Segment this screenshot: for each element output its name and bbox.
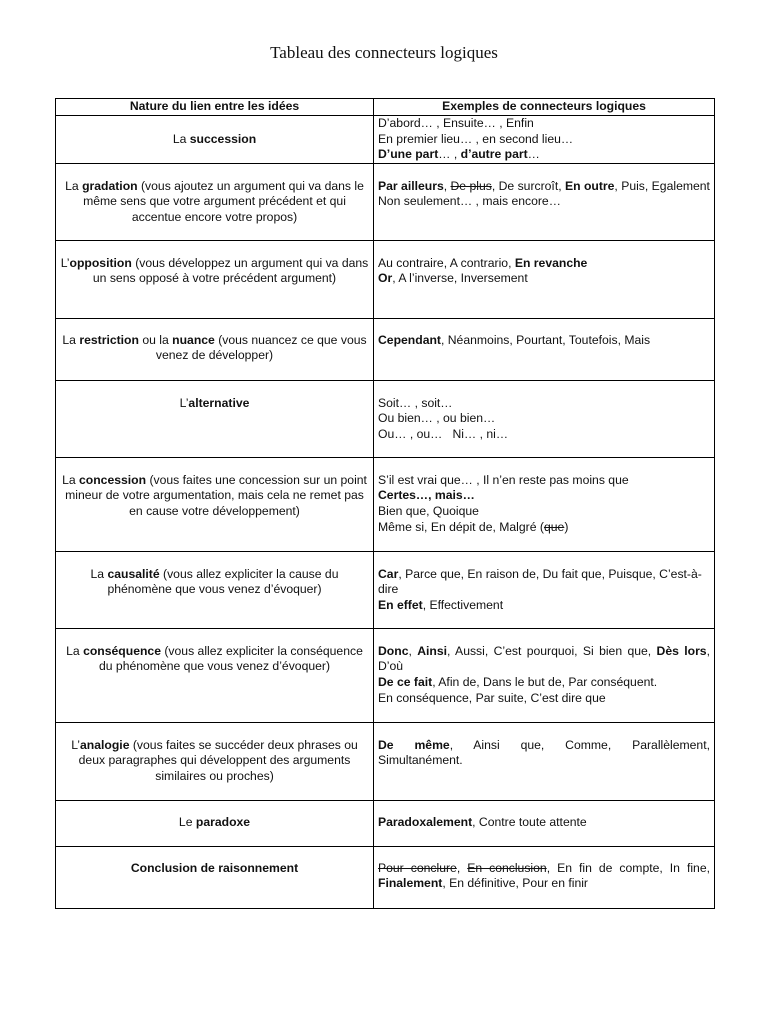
examples-cell bbox=[374, 380, 715, 457]
table-row-succession bbox=[56, 116, 715, 164]
connectors-table bbox=[55, 98, 715, 909]
nature-keyword: nuance bbox=[172, 332, 215, 347]
nature-keyword: alternative bbox=[188, 395, 250, 410]
connector-text: Au contraire, A contrario, bbox=[378, 255, 515, 270]
nature-text: La bbox=[62, 332, 80, 347]
nature-keyword: opposition bbox=[69, 255, 132, 270]
examples-line: Ou… , ou… Ni… , ni… bbox=[378, 426, 509, 441]
nature-text: (vous ajoutez un argument qui va dans le même sens que votre argument précédent et qui accentue encore votre propos) bbox=[83, 178, 364, 224]
table-row-causalite bbox=[56, 551, 715, 628]
examples-cell bbox=[374, 240, 715, 318]
nature-keyword: paradoxe bbox=[195, 814, 251, 829]
nature-cell bbox=[56, 163, 374, 240]
nature-keyword: conséquence bbox=[83, 643, 161, 658]
examples-cell bbox=[374, 116, 715, 164]
examples-line: S’il est vrai que… , Il n’en reste pas moins que bbox=[378, 472, 629, 487]
table-row-alternative bbox=[56, 380, 715, 457]
nature-cell bbox=[56, 116, 374, 164]
connector-text: , bbox=[408, 643, 418, 658]
nature-cell bbox=[56, 380, 374, 457]
nature-text: La bbox=[66, 643, 84, 658]
nature-keyword: causalité bbox=[107, 566, 160, 581]
connector-text: , Afin de, Dans le but de, Par conséquent. bbox=[432, 674, 658, 689]
connector-bold: Dès lors bbox=[656, 643, 707, 658]
connector-text: , bbox=[443, 178, 451, 193]
examples-line: Ou bien… , ou bien… bbox=[378, 411, 496, 426]
connector-struck: De plus bbox=[450, 178, 492, 193]
examples-cell bbox=[374, 722, 715, 800]
connector-text: , Néanmoins, Pourtant, Toutefois, Mais bbox=[440, 332, 651, 347]
nature-text: L’ bbox=[71, 737, 81, 752]
nature-text: (vous allez expliciter la conséquence du phénomène que vous venez d’évoquer) bbox=[98, 643, 363, 674]
nature-text: ou la bbox=[138, 332, 173, 347]
nature-keyword: succession bbox=[189, 131, 257, 146]
nature-text: Le bbox=[178, 814, 196, 829]
connector-bold: De ce fait bbox=[378, 674, 433, 689]
examples-line bbox=[378, 520, 710, 536]
table-row-consequence bbox=[56, 628, 715, 722]
table-row-conclusion bbox=[56, 846, 715, 908]
examples-line: En conséquence, Par suite, C’est dire que bbox=[378, 690, 606, 705]
connector-struck: que bbox=[543, 519, 565, 534]
connector-bold: En outre bbox=[564, 178, 615, 193]
examples-cell bbox=[374, 628, 715, 722]
nature-text: La bbox=[172, 131, 190, 146]
table-row-concession bbox=[56, 457, 715, 551]
connector-text: … bbox=[527, 147, 540, 162]
table-row-analogie bbox=[56, 722, 715, 800]
connector-text: , En fin de compte, In fine, bbox=[546, 860, 710, 875]
connector-text: … , bbox=[438, 147, 461, 162]
examples-line bbox=[378, 644, 710, 674]
examples-line bbox=[378, 738, 710, 768]
examples-line: Non seulement… , mais encore… bbox=[378, 194, 561, 209]
examples-line bbox=[378, 256, 710, 272]
nature-text: (vous nuancez ce que vous venez de développer) bbox=[155, 332, 367, 363]
connector-bold: En revanche bbox=[514, 255, 588, 270]
nature-keyword: analogie bbox=[80, 737, 130, 752]
connector-bold: D’une part bbox=[378, 147, 439, 162]
nature-text: (vous faites une concession sur un point mineur de votre argumentation, mais cela ne remet pas en cause votre développement) bbox=[65, 472, 367, 518]
nature-text: L’ bbox=[60, 255, 70, 270]
connector-text: , Contre toute attente bbox=[472, 814, 587, 829]
table-row-gradation bbox=[56, 163, 715, 240]
nature-cell bbox=[56, 551, 374, 628]
examples-line bbox=[378, 675, 710, 691]
nature-cell bbox=[56, 457, 374, 551]
connector-bold: Ainsi bbox=[417, 643, 447, 658]
nature-keyword: concession bbox=[79, 472, 147, 487]
examples-line: En premier lieu… , en second lieu… bbox=[378, 131, 574, 146]
connector-bold: De même bbox=[378, 737, 450, 752]
nature-keyword: Conclusion de raisonnement bbox=[130, 860, 299, 875]
nature-cell bbox=[56, 800, 374, 846]
connector-bold: Donc bbox=[378, 643, 409, 658]
nature-text: (vous allez expliciter la cause du phénomène que vous venez d’évoquer) bbox=[107, 566, 339, 597]
table-row-restriction bbox=[56, 318, 715, 380]
examples-line bbox=[378, 179, 710, 195]
connector-bold: En effet bbox=[378, 597, 423, 612]
nature-cell bbox=[56, 318, 374, 380]
examples-line bbox=[378, 815, 710, 831]
nature-keyword: restriction bbox=[79, 332, 139, 347]
nature-cell bbox=[56, 722, 374, 800]
page-title: Tableau des connecteurs logiques bbox=[270, 43, 498, 62]
connector-text: ) bbox=[564, 519, 569, 534]
examples-line: Bien que, Quoique bbox=[378, 503, 479, 518]
nature-cell bbox=[56, 628, 374, 722]
connector-text: , Ainsi que, Comme, Parallèlement, Simultanément. bbox=[378, 737, 710, 768]
examples-cell bbox=[374, 318, 715, 380]
header-nature: Nature du lien entre les idées bbox=[56, 99, 374, 116]
examples-cell bbox=[374, 846, 715, 908]
connector-struck: Pour conclure bbox=[378, 860, 457, 875]
connector-text: , A l’inverse, Inversement bbox=[392, 271, 528, 286]
nature-cell bbox=[56, 846, 374, 908]
examples-cell bbox=[374, 551, 715, 628]
connector-text: , bbox=[456, 860, 468, 875]
examples-cell bbox=[374, 800, 715, 846]
nature-text: (vous faites se succéder deux phrases ou deux paragraphes qui développent des arguments similaires ou proches) bbox=[78, 737, 358, 783]
connector-text: , Aussi, C’est pourquoi, Si bien que, bbox=[447, 643, 657, 658]
nature-text: La bbox=[90, 566, 108, 581]
connector-bold: Paradoxalement bbox=[378, 814, 473, 829]
nature-cell bbox=[56, 240, 374, 318]
examples-line bbox=[378, 333, 710, 349]
nature-keyword: gradation bbox=[82, 178, 138, 193]
connector-bold: Par ailleurs bbox=[378, 178, 444, 193]
examples-cell bbox=[374, 457, 715, 551]
examples-cell bbox=[374, 163, 715, 240]
examples-line: D’abord… , Ensuite… , Enfin bbox=[378, 116, 534, 130]
connector-bold: Finalement bbox=[378, 876, 443, 891]
examples-line bbox=[378, 147, 710, 163]
connector-bold: d’autre part bbox=[460, 147, 528, 162]
connector-text: , De surcroît, bbox=[491, 178, 565, 193]
table-header-row bbox=[56, 99, 715, 116]
nature-text: L’ bbox=[179, 395, 189, 410]
connector-bold: Car bbox=[378, 566, 399, 581]
connector-text: , Effectivement bbox=[422, 597, 504, 612]
connector-bold: Or bbox=[378, 271, 393, 286]
nature-text: La bbox=[62, 472, 80, 487]
table-row-paradoxe bbox=[56, 800, 715, 846]
examples-line bbox=[378, 598, 710, 614]
connector-text: , En définitive, Pour en finir bbox=[442, 876, 588, 891]
connector-bold: Cependant bbox=[378, 332, 441, 347]
nature-text: (vous développez un argument qui va dans un sens opposé à votre précédent argument) bbox=[92, 255, 369, 286]
connector-struck: En conclusion bbox=[467, 860, 547, 875]
nature-text: La bbox=[65, 178, 83, 193]
examples-line: Soit… , soit… bbox=[378, 395, 453, 410]
examples-line bbox=[378, 271, 710, 287]
header-examples: Exemples de connecteurs logiques bbox=[374, 99, 715, 116]
examples-line bbox=[378, 567, 710, 598]
connector-text: , D’où bbox=[378, 643, 710, 674]
examples-line bbox=[378, 861, 710, 891]
connector-text: Même si, En dépit de, Malgré ( bbox=[378, 519, 544, 534]
connector-text: , Parce que, En raison de, Du fait que, Puisque, C’est-à-dire bbox=[378, 566, 702, 597]
examples-line: Certes…, mais… bbox=[378, 488, 475, 503]
table-row-opposition bbox=[56, 240, 715, 318]
connector-text: , Puis, Egalement bbox=[614, 178, 710, 193]
